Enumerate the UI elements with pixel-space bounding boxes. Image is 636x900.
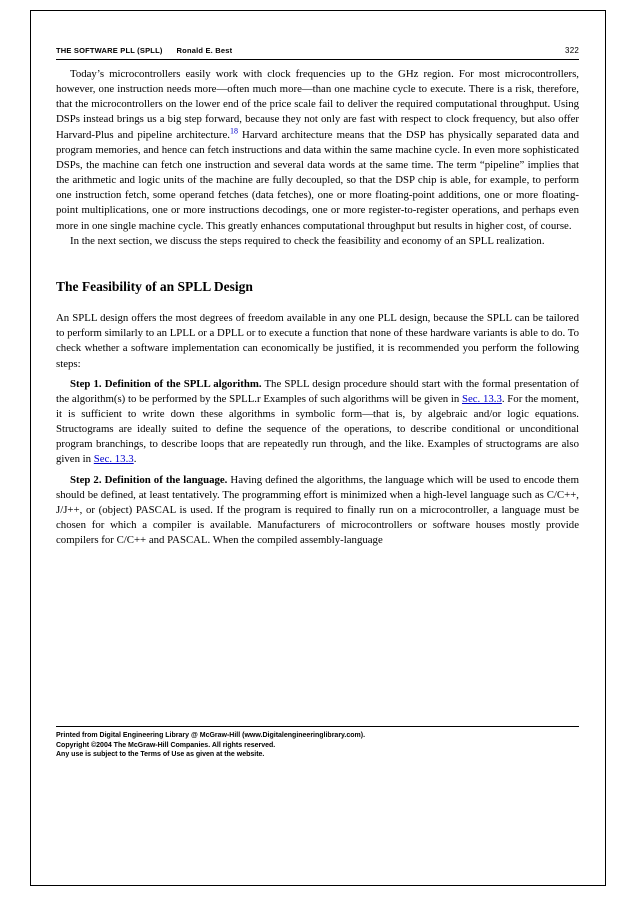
footer-line: Any use is subject to the Terms of Use as given at the website.: [56, 751, 265, 759]
section-heading: The Feasibility of an SPLL Design: [56, 278, 253, 294]
paragraph: [56, 377, 579, 468]
footer-line: Copyright ©2004 The McGraw-Hill Companies. All rights reserved.: [56, 741, 276, 749]
text-run: In the next section, we discuss the steps required to check the feasibility and economy of an SPLL realization.: [70, 234, 545, 247]
footer-rule: [56, 726, 579, 727]
book-title: THE SOFTWARE PLL (SPLL): [56, 46, 163, 55]
text-run: The SPLL design procedure should start with the formal presentation of the algorithm(s) to be performed by the SPLL.r Examples of such algorithms will be given in: [56, 377, 579, 405]
running-title-group: [56, 46, 232, 55]
header-rule: [56, 59, 579, 60]
text-run: An SPLL design offers the most degrees of freedom available in any one PLL design, because the SPLL can be tailored to perform similarly to an LPLL or a DPLL or to execute a function that none of these hardware variants is able to do. To check whether a software implementation can economically be justified, it is recommended you perform the following steps:: [56, 312, 579, 370]
running-header: [56, 46, 579, 55]
paragraph: [56, 311, 579, 372]
cross-reference-link[interactable]: Sec. 13.3: [93, 453, 134, 466]
page-footer: [56, 726, 579, 760]
footnote-reference-link[interactable]: 18: [229, 126, 238, 136]
author-name: Ronald E. Best: [176, 46, 233, 55]
footer-lines: [56, 731, 579, 760]
text-run: Having defined the algorithms, the language which will be used to encode them should be defined, at least tentatively. The programming effort is minimized when a high-level language such as C/C++, J/J++, or (object) PASCAL is used. If the program is required to finally run on a microcontroller, a language must be chosen for which a compiler is available. Manufacturers of microcontrollers or software houses mostly provide compilers for C/C++ and PASCAL. When the compiled assembly-language: [56, 473, 580, 547]
step-run-in-label: Step 2. Definition of the language.: [70, 473, 228, 486]
paragraph: [56, 473, 579, 549]
paragraph: [56, 234, 579, 249]
text-run: Harvard architecture means that the DSP has physically separated data and program memories, and hence can fetch instructions and data within the same machine cycle. In even more sophisticated DSPs, the machine can fetch one instruction and several data words at the same time. The term “pipeline” implies that the arithmetic and logic units of the machine are fully decoupled, so that the DSP chip is able, for example, to perform one instruction fetch, some operand fetches (data fetches), one or more floating-point additions, one or more floating-point multiplications, one or more instructions decodings, one or more register-to-register operations, and perhaps even more in one single machine cycle. This greatly enhances computational throughput but results in higher cost, of course.: [56, 128, 579, 232]
page-number: 322: [565, 46, 579, 55]
paragraph: [56, 67, 579, 234]
text-run: . For the moment, it is sufficient to write down these algorithms in symbolic form—that is, by algebraic and/or logic equations. Structograms are ideally suited to define the sequence of the operations, to describe conditional or unconditional program branchings, to describe loops that are repeatedly run through, and the like. Examples of structograms are also given in: [56, 392, 579, 466]
footer-line: Printed from Digital Engineering Library @ McGraw-Hill (www.Digitalengineeringlibrary.com).: [56, 732, 366, 739]
text-run: .: [133, 453, 137, 466]
body-text: [56, 67, 579, 548]
text-run: Today’s microcontrollers easily work with clock frequencies up to the GHz region. For most microcontrollers, however, one instruction needs more—often much more—than one machine cycle to execute. There is a risk, therefore, that the microcontrollers on the lower end of the price scale fail to deliver the required computational throughput. Using DSPs instead brings us a big step forward, because they not only are fast with respect to clock frequency, but also offer Harvard-Plus and pipeline architecture.: [56, 68, 579, 141]
step-run-in-label: Step 1. Definition of the SPLL algorithm.: [70, 377, 262, 390]
cross-reference-link[interactable]: Sec. 13.3: [461, 392, 502, 405]
